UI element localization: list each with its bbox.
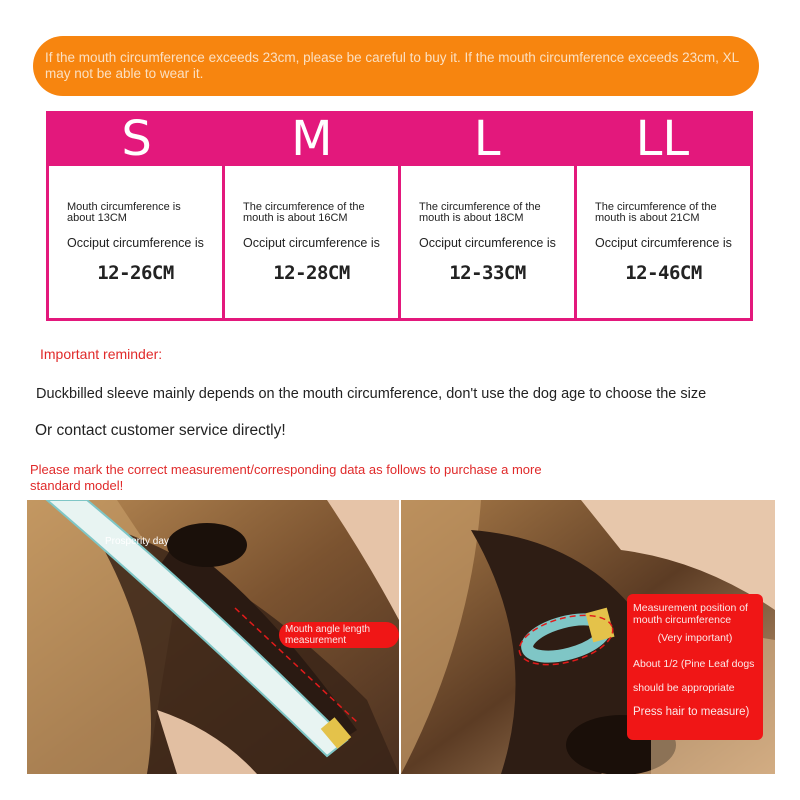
measurement-instruction: Please mark the correct measurement/corresponding data as follows to purchase a more standard model! xyxy=(30,462,542,493)
size-label-l: L xyxy=(473,110,501,167)
contact-service-note: Or contact customer service directly! xyxy=(35,422,286,439)
callout-title: Measurement position of mouth circumference xyxy=(633,602,748,626)
occiput-circumference-text: Occiput circumference is xyxy=(595,236,732,250)
occiput-circumference-text: Occiput circumference is xyxy=(67,236,204,250)
mouth-circumference-callout xyxy=(627,594,763,740)
size-cell-l xyxy=(401,166,574,318)
size-header-row xyxy=(49,111,750,166)
size-cell-m xyxy=(225,166,398,318)
mouth-length-callout xyxy=(279,622,399,648)
sizing-note: Duckbilled sleeve mainly depends on the mouth circumference, don't use the dog age to choose the size xyxy=(36,386,707,402)
size-chart-table xyxy=(46,111,753,321)
size-label-ll: LL xyxy=(635,110,690,167)
size-label-m: M xyxy=(291,110,333,167)
mouth-circumference-text: Mouth circumference is about 13CM xyxy=(67,201,181,224)
mouth-circumference-text: The circumference of the mouth is about 18CM xyxy=(419,201,541,224)
size-cell-s xyxy=(49,166,222,318)
occiput-range: 12-26CM xyxy=(97,262,174,284)
mouth-circumference-text: The circumference of the mouth is about 21CM xyxy=(595,201,717,224)
size-cell-ll xyxy=(577,166,750,318)
callout-line-1: About 1/2 (Pine Leaf dogs xyxy=(633,658,755,670)
mouth-length-callout-text: Mouth angle length measurement xyxy=(285,624,371,646)
mouth-length-photo xyxy=(27,500,399,774)
callout-line-3: Press hair to measure) xyxy=(633,706,750,718)
warning-banner-text: If the mouth circumference exceeds 23cm, please be careful to buy it. If the mouth circumference exceeds 23cm, XL may not be able to wear it. xyxy=(45,50,739,81)
size-label-s: S xyxy=(121,110,152,167)
callout-important: (Very important) xyxy=(657,632,733,644)
watermark-text: Prosperity day xyxy=(105,536,169,547)
occiput-range: 12-28CM xyxy=(273,262,350,284)
important-reminder-heading: Important reminder: xyxy=(40,346,163,362)
occiput-range: 12-46CM xyxy=(625,262,702,284)
size-details-row xyxy=(49,166,750,318)
occiput-circumference-text: Occiput circumference is xyxy=(419,236,556,250)
occiput-range: 12-33CM xyxy=(449,262,526,284)
callout-line-2: should be appropriate xyxy=(633,682,735,694)
mouth-circumference-photo xyxy=(401,500,775,774)
mouth-circumference-text: The circumference of the mouth is about 16CM xyxy=(243,201,365,224)
warning-banner xyxy=(33,36,759,96)
occiput-circumference-text: Occiput circumference is xyxy=(243,236,380,250)
